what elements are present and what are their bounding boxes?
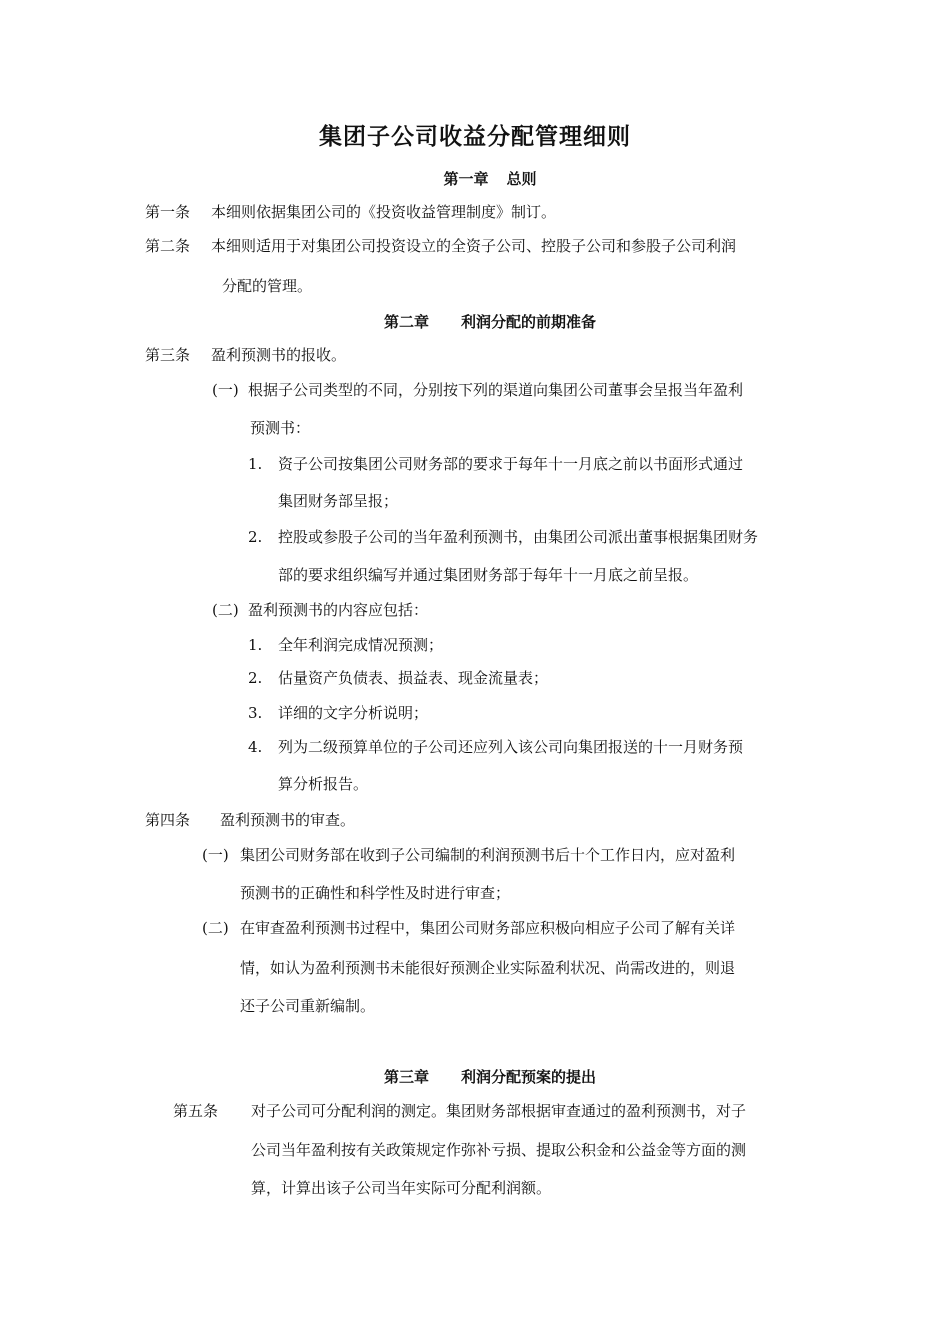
clause-3-1 <box>212 380 743 400</box>
subclause-text: 估量资产负债表、损益表、现金流量表； <box>278 669 549 687</box>
chapter-3-heading <box>0 1066 950 1087</box>
article-3 <box>145 345 346 365</box>
clause-4-2-continued: 情，如认为盈利预测书未能很好预测企业实际盈利状况、尚需改进的，则退 <box>240 959 736 977</box>
subclause-text-line: 列为二级预算单位的子公司还应列入该公司向集团报送的十一月财务预 <box>278 738 744 756</box>
clause-4-1 <box>202 845 735 865</box>
subclause-text-line: 资子公司按集团公司财务部的要求于每年十一月底之前以书面形式通过 <box>278 455 744 473</box>
chapter-2-heading <box>0 311 950 332</box>
article-text-line: 本细则适用于对集团公司投资设立的全资子公司、控股子公司和参股子公司利润 <box>211 237 737 255</box>
clause-3-1-continued: 预测书： <box>250 419 311 437</box>
article-2 <box>145 236 736 256</box>
clause-4-2-continued: 还子公司重新编制。 <box>240 997 376 1015</box>
article-1 <box>145 202 556 222</box>
clause-text-line: 集团公司财务部在收到子公司编制的利润预测书后十个工作日内，应对盈利 <box>240 846 736 864</box>
subclause-3-1-1-continued: 集团财务部呈报； <box>278 492 399 510</box>
clause-marker: (二) <box>202 919 229 937</box>
subclause-marker: 4. <box>248 738 263 756</box>
article-label: 第三条 <box>145 346 191 364</box>
subclause-marker: 1. <box>248 636 263 654</box>
chapter-number: 第三章 <box>383 1068 429 1086</box>
article-label: 第五条 <box>173 1102 219 1120</box>
subclause-3-2-4 <box>248 737 743 757</box>
subclause-3-2-1 <box>248 635 443 655</box>
clause-4-2 <box>202 918 735 938</box>
article-label: 第二条 <box>145 237 191 255</box>
subclause-marker: 2. <box>248 528 263 546</box>
article-2-continued: 分配的管理。 <box>222 277 313 295</box>
clause-4-1-continued: 预测书的正确性和科学性及时进行审查； <box>240 884 511 902</box>
clause-marker: (一) <box>202 846 229 864</box>
chapter-number: 第一章 <box>443 170 489 188</box>
article-text: 盈利预测书的报收。 <box>211 346 347 364</box>
document-title: 集团子公司收益分配管理细则 <box>319 124 631 150</box>
subclause-3-2-3 <box>248 703 428 723</box>
clause-3-2 <box>212 600 428 620</box>
article-5 <box>173 1101 746 1121</box>
clause-text: 盈利预测书的内容应包括： <box>248 601 429 619</box>
article-label: 第四条 <box>145 811 191 829</box>
article-4 <box>145 810 355 830</box>
subclause-marker: 1. <box>248 455 263 473</box>
chapter-number: 第二章 <box>383 313 429 331</box>
chapter-name: 利润分配的前期准备 <box>461 313 597 331</box>
subclause-3-1-2-continued: 部的要求组织编写并通过集团财务部于每年十一月底之前呈报。 <box>278 566 699 584</box>
article-text: 盈利预测书的审查。 <box>220 811 356 829</box>
article-5-continued: 算，计算出该子公司当年实际可分配利润额。 <box>251 1179 552 1197</box>
clause-marker: (一) <box>212 381 239 399</box>
subclause-3-1-1 <box>248 454 743 474</box>
article-label: 第一条 <box>145 203 191 221</box>
subclause-marker: 3. <box>248 704 263 722</box>
subclause-3-1-2 <box>248 527 758 547</box>
subclause-text-line: 控股或参股子公司的当年盈利预测书，由集团公司派出董事根据集团财务 <box>278 528 759 546</box>
clause-marker: (二) <box>212 601 239 619</box>
article-5-continued: 公司当年盈利按有关政策规定作弥补亏损、提取公积金和公益金等方面的测 <box>251 1141 747 1159</box>
clause-text-line: 根据子公司类型的不同，分别按下列的渠道向集团公司董事会呈报当年盈利 <box>248 381 744 399</box>
chapter-1-heading <box>0 168 950 189</box>
article-text: 本细则依据集团公司的《投资收益管理制度》制订。 <box>211 203 557 221</box>
clause-text-line: 在审查盈利预测书过程中，集团公司财务部应积极向相应子公司了解有关详 <box>240 919 736 937</box>
subclause-text: 详细的文字分析说明； <box>278 704 429 722</box>
article-text-line: 对子公司可分配利润的测定。集团财务部根据审查通过的盈利预测书，对子 <box>251 1102 747 1120</box>
subclause-3-2-4-continued: 算分析报告。 <box>278 775 369 793</box>
chapter-name: 利润分配预案的提出 <box>461 1068 597 1086</box>
chapter-name: 总则 <box>506 170 537 188</box>
subclause-3-2-2 <box>248 668 548 688</box>
subclause-text: 全年利润完成情况预测； <box>278 636 444 654</box>
subclause-marker: 2. <box>248 669 263 687</box>
